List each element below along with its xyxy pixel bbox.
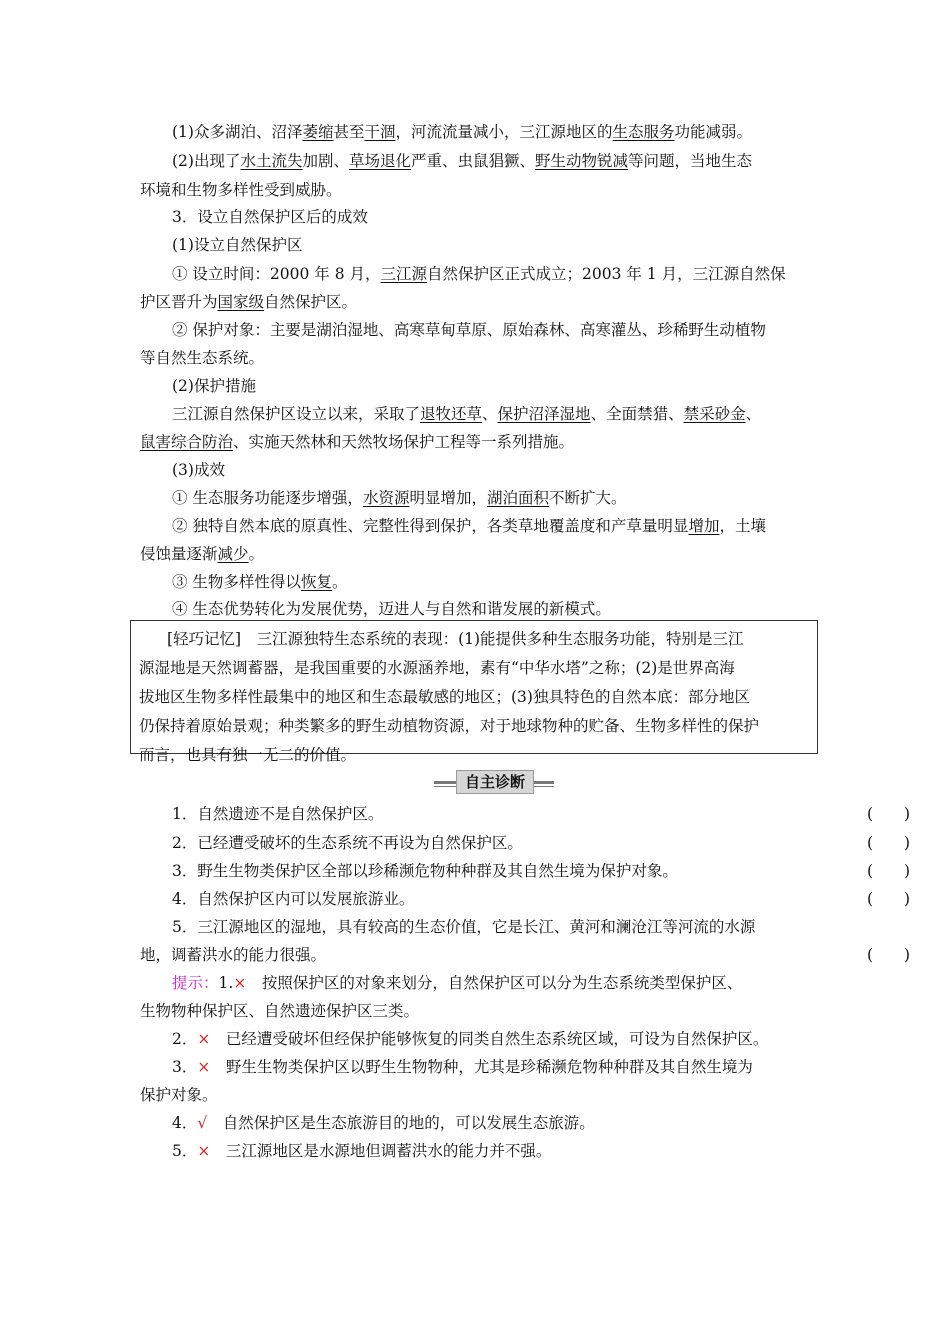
check-icon: √ bbox=[197, 1114, 208, 1132]
answer-blank: ( ) bbox=[867, 834, 911, 852]
paragraph-measures-cont bbox=[140, 428, 816, 457]
section-banner bbox=[432, 770, 556, 794]
cross-icon: × bbox=[197, 1142, 211, 1160]
text: (1)众多湖泊、沼泽 bbox=[172, 123, 303, 141]
text: 自然保护区正式成立；2003 年 1 月，三江源自然保 bbox=[427, 265, 786, 283]
answer-3 bbox=[140, 1053, 848, 1082]
memory-line: 而言，也具有独一无二的价值。 bbox=[139, 746, 357, 764]
underlined-term: 水资源 bbox=[362, 489, 410, 507]
answer-1 bbox=[140, 969, 848, 998]
result-4: ④ 生态优势转化为发展优势，迈进人与自然和谐发展的新模式。 bbox=[172, 600, 611, 618]
answer-number: 1. bbox=[218, 974, 234, 992]
underlined-term: 湖泊面积 bbox=[486, 489, 549, 507]
text: 。 bbox=[331, 573, 348, 591]
text: 自然保护区。 bbox=[264, 293, 358, 311]
underlined-term: 国家级 bbox=[217, 293, 265, 311]
question-text: 1．自然遗迹不是自然保护区。 bbox=[172, 805, 384, 823]
quiz-question-2 bbox=[140, 829, 911, 858]
quiz-question-1 bbox=[140, 800, 911, 829]
section-heading-3: 3．设立自然保护区后的成效 bbox=[172, 208, 368, 226]
result-1 bbox=[140, 484, 848, 513]
underlined-term: 野生动物锐减 bbox=[535, 152, 629, 170]
quiz-question-4 bbox=[140, 885, 911, 914]
paragraph-effect-2-cont: 环境和生物多样性受到威胁。 bbox=[140, 181, 342, 199]
underlined-term: 增加 bbox=[688, 517, 720, 535]
underlined-term: 禁采砂金 bbox=[683, 405, 746, 423]
subheading-1: (1)设立自然保护区 bbox=[172, 236, 303, 254]
hint-label: 提示： bbox=[172, 974, 219, 992]
paragraph-effect-2 bbox=[140, 147, 848, 176]
underlined-term: 干涸 bbox=[364, 123, 396, 141]
answer-number: 4． bbox=[172, 1114, 198, 1132]
text: ① 生态服务功能逐步增强， bbox=[172, 489, 363, 507]
cross-icon: × bbox=[197, 1058, 211, 1076]
memory-line: 拔地区生物多样性最集中的地区和生态最敏感的地区；(3)独具特色的自然本底：部分地区 bbox=[139, 688, 750, 706]
item-protection-target: ② 保护对象：主要是湖泊湿地、高寒草甸草原、原始森林、高寒灌丛、珍稀野生动植物 bbox=[172, 321, 766, 339]
underlined-term: 鼠害综合防治 bbox=[140, 433, 234, 451]
answer-number: 2． bbox=[172, 1030, 198, 1048]
underlined-term: 退牧还草 bbox=[420, 405, 483, 423]
underlined-term: 萎缩 bbox=[302, 123, 334, 141]
answer-number: 3． bbox=[172, 1058, 198, 1076]
question-text: 2．已经遭受破坏的生态系统不再设为自然保护区。 bbox=[172, 834, 523, 852]
answer-1-cont: 生物物种保护区、自然遗迹保护区三类。 bbox=[140, 1002, 420, 1020]
text: ③ 生物多样性得以 bbox=[172, 573, 301, 591]
answer-2 bbox=[140, 1025, 848, 1054]
answer-text: 三江源地区是水源地但调蓄洪水的能力并不强。 bbox=[210, 1142, 552, 1160]
text: 护区晋升为 bbox=[140, 293, 218, 311]
text: 三江源自然保护区设立以来，采取了 bbox=[172, 405, 421, 423]
answer-blank: ( ) bbox=[867, 862, 911, 880]
memory-tip-box bbox=[130, 620, 818, 764]
text: 侵蚀量逐渐 bbox=[140, 545, 218, 563]
underlined-term: 生态服务 bbox=[612, 123, 675, 141]
paragraph-effect-1 bbox=[140, 118, 848, 147]
text: (2)出现了 bbox=[172, 152, 241, 170]
answer-4 bbox=[140, 1109, 848, 1138]
cross-icon: × bbox=[233, 974, 247, 992]
quiz-question-5: 5．三江源地区的湿地，具有较高的生态价值，它是长江、黄河和澜沧江等河流的水源 bbox=[172, 918, 756, 936]
text: ，河流流量减小，三江源地区的 bbox=[395, 123, 613, 141]
text: ① 设立时间：2000 年 8 月， bbox=[172, 265, 381, 283]
text: 明显增加， bbox=[409, 489, 487, 507]
result-2 bbox=[140, 512, 848, 541]
text: 等问题，当地生态 bbox=[628, 152, 753, 170]
item-protection-target-cont: 等自然生态系统。 bbox=[140, 349, 265, 367]
quiz-question-5-cont bbox=[140, 941, 911, 970]
text: ，土壤 bbox=[719, 517, 766, 535]
underlined-term: 水土流失 bbox=[240, 152, 303, 170]
paragraph-measures bbox=[140, 400, 848, 429]
text: 严重、虫鼠猖獗、 bbox=[411, 152, 536, 170]
answer-text: 已经遭受破坏但经保护能够恢复的同类自然生态系统区域，可设为自然保护区。 bbox=[210, 1030, 769, 1048]
text: 不断扩大。 bbox=[548, 489, 627, 507]
result-3 bbox=[140, 568, 848, 597]
text: ② 独特自然本底的原真性、完整性得到保护，各类草地覆盖度和产草量明显 bbox=[172, 517, 689, 535]
text: 、实施天然林和天然牧场保护工程等一系列措施。 bbox=[233, 433, 575, 451]
memory-line: 源湿地是天然调蓄器，是我国重要的水源涵养地，素有“中华水塔”之称；(2)是世界高海 bbox=[139, 659, 735, 677]
answer-text: 野生生物类保护区以野生生物物种，尤其是珍稀濒危物种种群及其自然生境为 bbox=[210, 1058, 753, 1076]
answer-5 bbox=[140, 1137, 848, 1166]
text: 、 bbox=[745, 405, 762, 423]
banner-title: 自主诊断 bbox=[456, 770, 534, 794]
text: 、 bbox=[482, 405, 498, 423]
subheading-3: (3)成效 bbox=[172, 461, 225, 479]
quiz-question-3 bbox=[140, 857, 911, 886]
item-setup-time bbox=[140, 260, 848, 289]
answer-number: 5． bbox=[172, 1142, 198, 1160]
underlined-term: 减少 bbox=[217, 545, 249, 563]
item-setup-time-cont bbox=[140, 288, 816, 317]
answer-blank: ( ) bbox=[867, 946, 911, 964]
text: 加剧、 bbox=[302, 152, 349, 170]
answer-blank: ( ) bbox=[867, 805, 911, 823]
subheading-2: (2)保护措施 bbox=[172, 377, 256, 395]
memory-line: 仍保持着原始景观；种类繁多的野生动植物资源，对于地球物种的贮备、生物多样性的保护 bbox=[139, 717, 760, 735]
memory-line: [轻巧记忆] 三江源独特生态系统的表现：(1)能提供多种生态服务功能，特别是三江 bbox=[167, 630, 744, 648]
underlined-term: 三江源 bbox=[380, 265, 428, 283]
result-2-cont bbox=[140, 540, 816, 569]
text: 功能减弱。 bbox=[674, 123, 753, 141]
answer-text: 按照保护区的对象来划分，自然保护区可以分为生态系统类型保护区、 bbox=[246, 974, 743, 992]
answer-text: 自然保护区是生态旅游目的地的，可以发展生态旅游。 bbox=[207, 1114, 595, 1132]
text: 、全面禁猎、 bbox=[590, 405, 684, 423]
text: 。 bbox=[248, 545, 265, 563]
answer-blank: ( ) bbox=[867, 890, 911, 908]
underlined-term: 保护沼泽湿地 bbox=[497, 405, 591, 423]
answer-3-cont: 保护对象。 bbox=[140, 1086, 218, 1104]
question-text: 3．野生生物类保护区全部以珍稀濒危物种种群及其自然生境为保护对象。 bbox=[172, 862, 678, 880]
question-text: 4．自然保护区内可以发展旅游业。 bbox=[172, 890, 415, 908]
cross-icon: × bbox=[197, 1030, 211, 1048]
text: 甚至 bbox=[333, 123, 365, 141]
question-text: 地，调蓄洪水的能力很强。 bbox=[140, 946, 327, 964]
underlined-term: 草场退化 bbox=[349, 152, 412, 170]
underlined-term: 恢复 bbox=[300, 573, 332, 591]
